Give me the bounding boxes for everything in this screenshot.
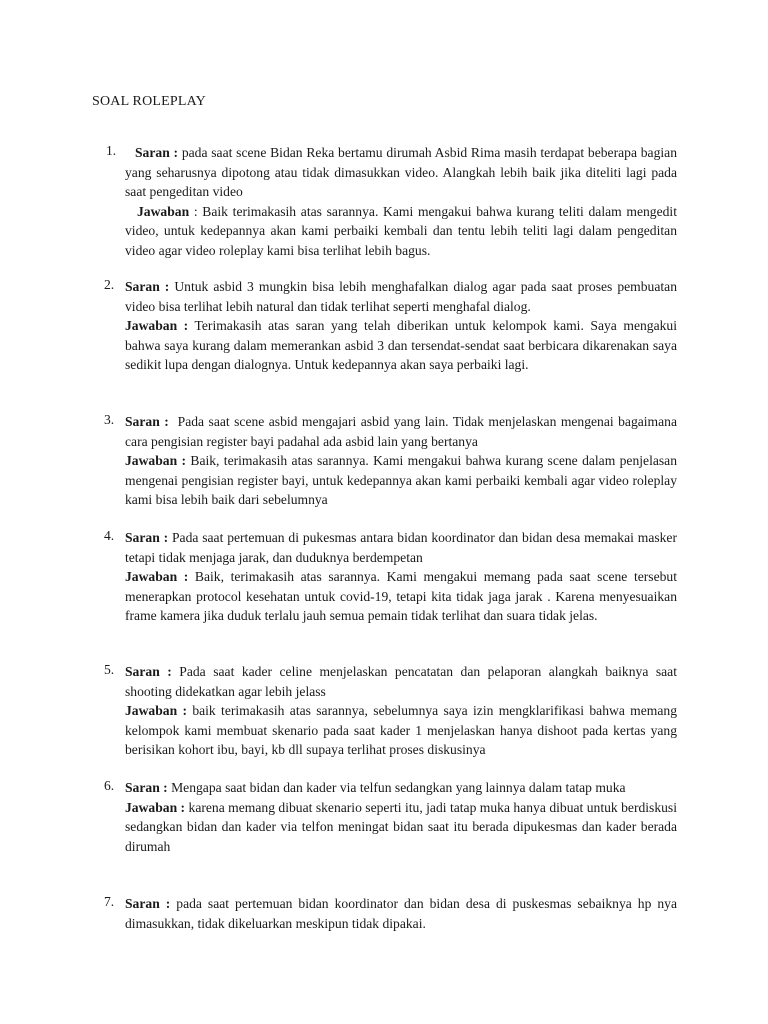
saran-text: pada saat pertemuan bidan koordinator dan bidan desa di puskesmas sebaiknya hp nya dimasukkan, tidak dikeluarkan meskipun tidak dipakai.	[125, 896, 677, 931]
saran-text: pada saat scene Bidan Reka bertamu dirumah Asbid Rima masih terdapat beberapa bagian yang seharusnya dipotong atau tidak dimasukkan video. Alangkah lebih baik jika diteliti lagi pada saat pengeditan video	[125, 145, 677, 199]
saran-label: Saran :	[135, 145, 179, 160]
saran-paragraph	[125, 412, 677, 451]
saran-label: Saran :	[125, 414, 169, 429]
saran-paragraph	[125, 277, 677, 316]
saran-paragraph	[125, 143, 677, 202]
saran-text: Pada saat pertemuan di pukesmas antara bidan koordinator dan bidan desa memakai masker tetapi tidak menjaga jarak, dan duduknya berdempetan	[125, 530, 677, 565]
item-body	[125, 528, 677, 626]
jawaban-paragraph	[125, 316, 677, 375]
jawaban-paragraph	[125, 701, 677, 760]
document-title: SOAL ROLEPLAY	[92, 94, 206, 109]
saran-label: Saran :	[125, 530, 169, 545]
jawaban-label: Jawaban :	[125, 569, 189, 584]
jawaban-label: Jawaban :	[125, 799, 186, 815]
jawaban-text: Baik, terimakasih atas sarannya. Kami mengakui memang pada saat scene tersebut menerapkan protocol kesehatan untuk covid-19, tetapi kita tidak jaga jarak . Karena menyesuaikan frame kamera jika duduk terlalu jauh semua pemain tidak terlihat dan suara tidak jelas.	[125, 569, 677, 623]
saran-paragraph	[125, 662, 677, 701]
saran-paragraph	[125, 778, 677, 798]
saran-paragraph	[125, 528, 677, 567]
jawaban-text: karena memang dibuat skenario seperti itu, jadi tatap muka hanya dibuat untuk berdiskusi sedangkan bidan dan kader via telfon meningat bidan saat itu berada dipukesmas dan kader berada dirumah	[125, 799, 678, 854]
jawaban-text: Terimakasih atas saran yang telah diberikan untuk kelompok kami. Saya mengakui bahwa saya kurang dalam memerankan asbid 3 dan tersendat-sendat saat berbicara dikarenakan saya sedikit lupa dengan dialognya. Untuk kedepannya akan saya perbaiki lagi.	[125, 318, 677, 372]
saran-paragraph	[125, 894, 677, 933]
item-number: 7.	[104, 894, 115, 909]
item-body	[125, 412, 677, 510]
jawaban-text: baik terimakasih atas sarannya, sebelumnya saya izin mengklarifikasi bahwa memang kelompok kami membuat skenario pada saat kader 1 menjelaskan hanya dishoot pada kertas yang berisikan kohort ibu, bayi, kb dll supaya terlihat proses diskusinya	[125, 703, 677, 757]
saran-label: Saran :	[125, 664, 172, 679]
jawaban-paragraph	[125, 451, 677, 510]
item-number: 3.	[104, 412, 115, 427]
saran-text: Pada saat kader celine menjelaskan pencatatan dan pelaporan alangkah baiknya saat shooting didekatkan agar lebih jelass	[125, 664, 677, 699]
jawaban-paragraph	[125, 567, 677, 626]
jawaban-text: Baik, terimakasih atas sarannya. Kami mengakui bahwa kurang scene dalam penjelasan mengenai pengisian register bayi, untuk kedepannya akan kami perbaiki kembali agar video roleplay kami bisa lebih baik dari sebelumnya	[125, 453, 677, 507]
item-body	[125, 277, 677, 375]
saran-label: Saran :	[125, 896, 171, 911]
item-number: 2.	[104, 277, 115, 292]
item-number: 6.	[104, 778, 115, 793]
jawaban-paragraph	[125, 798, 677, 857]
item-number: 5.	[104, 662, 115, 677]
item-number: 1.	[106, 143, 117, 158]
saran-label: Saran :	[125, 780, 168, 795]
saran-text: Untuk asbid 3 mungkin bisa lebih menghafalkan dialog agar pada saat proses pembuatan video bisa terlihat lebih natural dan tidak terlihat seperti menghafal dialog.	[125, 279, 677, 314]
saran-label: Saran :	[125, 279, 170, 294]
item-body	[125, 894, 677, 933]
jawaban-label: Jawaban :	[125, 703, 187, 718]
item-body	[125, 778, 677, 856]
jawaban-paragraph	[125, 202, 677, 261]
saran-text: Mengapa saat bidan dan kader via telfun sedangkan yang lainnya dalam tatap muka	[171, 780, 626, 795]
jawaban-label: Jawaban	[137, 203, 190, 219]
item-body	[125, 662, 677, 760]
jawaban-label: Jawaban :	[125, 318, 189, 333]
jawaban-text: : Baik terimakasih atas sarannya. Kami mengakui bahwa kurang teliti dalam mengedit video, untuk kedepannya akan kami perbaiki kembali dan tentu lebih teliti lagi dalam pengeditan video agar video roleplay kami bisa terlihat lebih bagus.	[125, 203, 677, 258]
saran-text: Pada saat scene asbid mengajari asbid yang lain. Tidak menjelaskan mengenai bagaimana cara pengisian register bayi padahal ada asbid lain yang bertanya	[125, 414, 677, 449]
item-number: 4.	[104, 528, 115, 543]
jawaban-label: Jawaban :	[125, 453, 187, 468]
item-body	[125, 143, 677, 260]
